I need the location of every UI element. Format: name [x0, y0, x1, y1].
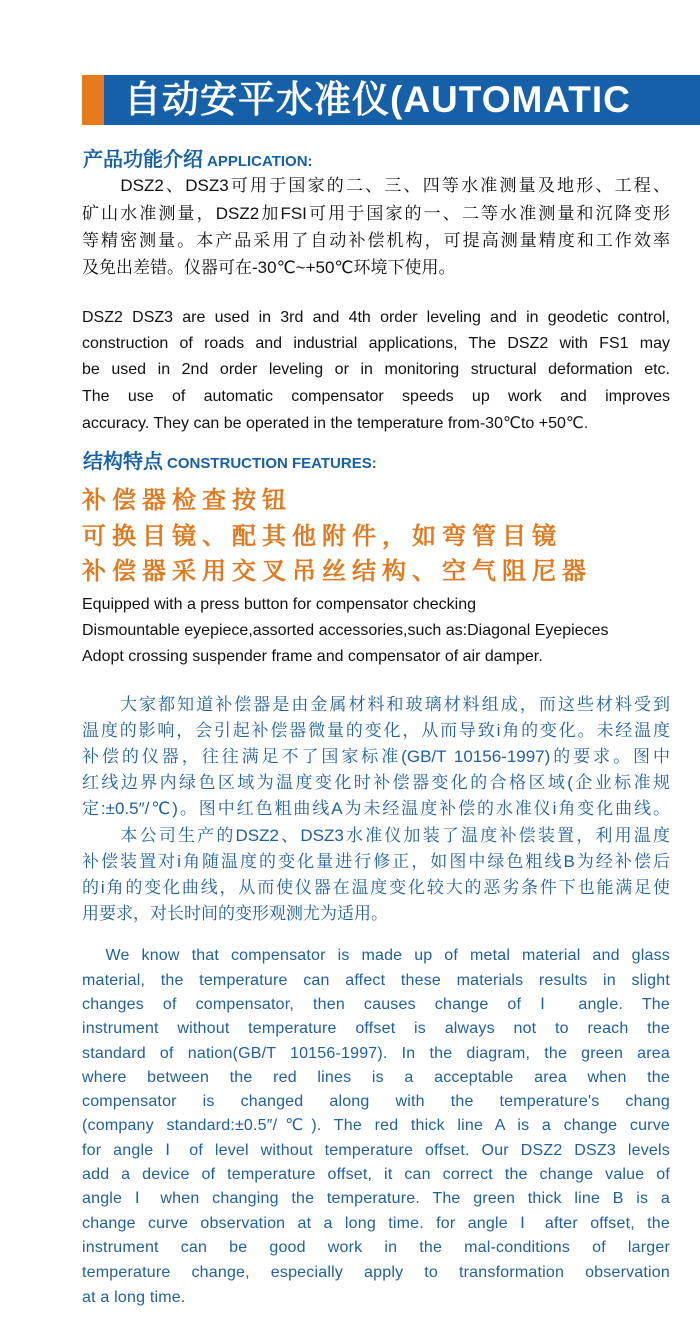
description-cn-line: 用要求，对长时间的变形观测尤为适用。	[82, 904, 388, 923]
description-cn-line: 补偿的仪器，往往满足不了国家标准(GB/T 10156-1997)的要求。图中	[82, 747, 670, 766]
feature-cn-line: 补偿器采用交叉吊丝结构、空气阻尼器	[82, 556, 592, 585]
feature-en-line: Dismountable eyepiece,assorted accessories,such as:Diagonal Eyepieces	[82, 622, 609, 639]
description-cn-line: 补偿装置对i角随温度的变化量进行修正，如图中绿色粗线B为经补偿后	[82, 852, 670, 871]
application-en-line: DSZ2 DSZ3 are used in 3rd and 4th order leveling and in geodetic control,	[82, 309, 670, 326]
description-cn-line: 定:±0.5″/℃)。图中红色粗曲线A为未经温度补偿的水准仪i角变化曲线。	[82, 799, 670, 818]
description-cn-line: 大家都知道补偿器是由金属材料和玻璃材料组成，而这些材料受到	[82, 695, 670, 714]
description-en-line: instrument can be good work in the mal-conditions of larger	[82, 1239, 670, 1256]
title-accent-bar	[82, 75, 104, 125]
application-cn-line: DSZ2、DSZ3可用于国家的二、三、四等水准测量及地形、工程、	[82, 176, 670, 195]
description-en-line: add a device of temperature offset, it can correct the change value of	[82, 1166, 670, 1183]
description-en-line: angle Ⅰ when changing the temperature. The green thick line B is a	[82, 1190, 670, 1207]
description-en-line: compensator is changed along with the temperature's chang	[82, 1093, 670, 1110]
description-en-line: instrument without temperature offset is always not to reach the	[82, 1020, 670, 1037]
description-en-line: standard of nation(GB/T 10156-1997). In the diagram, the green area	[82, 1045, 670, 1062]
application-en-line: be used in 2nd order leveling or in monitoring structural deformation etc.	[82, 361, 670, 378]
application-cn-line: 及免出差错。仪器可在-30℃~+50℃环境下使用。	[82, 258, 456, 277]
description-cn-line: 红线边界内绿色区域为温度变化时补偿器变化的合格区域(企业标准规	[82, 773, 670, 792]
description-en-line: material, the temperature can affect these materials results in slight	[82, 972, 670, 989]
application-en-line: accuracy. They can be operated in the temperature from-30℃to +50℃.	[82, 415, 589, 432]
application-cn-line: 等精密测量。本产品采用了自动补偿机构，可提高测量精度和工作效率	[82, 231, 670, 250]
description-en-line: (company standard:±0.5″/℃). The red thick line A is a change curve	[82, 1117, 670, 1134]
construction-heading-en: CONSTRUCTION FEATURES:	[167, 455, 377, 472]
feature-cn-line: 补偿器检查按钮	[82, 485, 292, 514]
description-en-line: change curve observation at a long time. for angle Ⅰ after offset, the	[82, 1215, 670, 1232]
description-en-line: where between the red lines is a acceptable area when the	[82, 1069, 670, 1086]
description-en-line: changes of compensator, then causes change of Ⅰ angle. The	[82, 996, 670, 1013]
feature-en-line: Adopt crossing suspender frame and compensator of air damper.	[82, 648, 543, 665]
construction-heading-cn: 结构特点	[83, 451, 163, 473]
description-cn-line: 温度的影响，会引起补偿器微量的变化，从而导致i角的变化。未经温度	[82, 721, 670, 740]
description-en-line: We know that compensator is made up of metal material and glass	[82, 947, 670, 964]
application-cn-line: 矿山水准测量，DSZ2加FSI可用于国家的一、二等水准测量和沉降变形	[82, 204, 670, 223]
application-heading-en: APPLICATION:	[207, 153, 313, 170]
feature-cn-line: 可换目镜、配其他附件，如弯管目镜	[82, 521, 562, 550]
description-cn-line: 本公司生产的DSZ2、DSZ3水准仪加装了温度补偿装置，利用温度	[82, 826, 670, 845]
application-en-line: The use of automatic compensator speeds up work and improves	[82, 388, 670, 405]
description-en-line: for angle Ⅰ of level without temperature offset. Our DSZ2 DSZ3 levels	[82, 1142, 670, 1159]
description-cn-line: 的i角的变化曲线，从而使仪器在温度变化较大的恶劣条件下也能满足使	[82, 878, 670, 897]
description-en-line: temperature change, especially apply to transformation observation	[82, 1264, 670, 1281]
application-heading-cn: 产品功能介绍	[83, 149, 203, 171]
description-en-line: at a long time.	[82, 1289, 186, 1306]
page-title: 自动安平水准仪(AUTOMATIC	[124, 79, 631, 120]
application-en-line: construction of roads and industrial applications, The DSZ2 with FS1 may	[82, 335, 670, 352]
construction-heading	[83, 450, 377, 474]
application-heading	[83, 148, 313, 172]
feature-en-line: Equipped with a press button for compensator checking	[82, 596, 477, 613]
